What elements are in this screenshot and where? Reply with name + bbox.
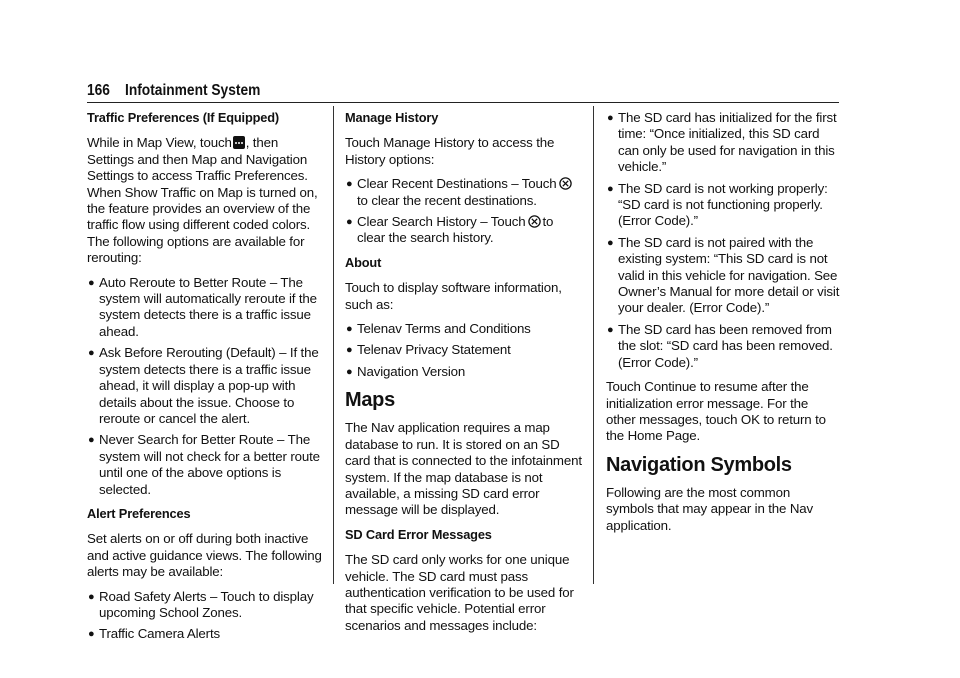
- list-item: ● Navigation Version: [346, 363, 466, 379]
- list-item: ● The SD card is not working properly: “SD card is not functioning properly. (Error Code).”: [607, 180, 828, 229]
- list-item: ● Auto Reroute to Better Route – The system will automatically reroute if the system detects there is a traffic issue ahead.: [88, 274, 317, 339]
- intro-text-b: , then Settings and then Map and Navigation Settings to access Traffic Preferences. When Show Traffic on Map is turned on, the feature provides an overview of the traffic flow using different coded colors. The following options are available for rerouting:: [87, 135, 318, 266]
- maps-body: The Nav application requires a map database to run. It is stored on an SD card that is connected to the infotainment system. If the map database is not available, a missing SD card error message will be displayed.: [345, 420, 582, 518]
- sd-card-body: The SD card only works for one unique vehicle. The SD card must pass authentication verification to be used for that specific vehicle. Potential error scenarios and messages include:: [345, 552, 574, 633]
- column-divider: [333, 106, 334, 584]
- sd-errors-list: [606, 110, 841, 371]
- list-item: ● The SD card has initialized for the first time: “Once initialized, this SD card can only be used for navigation in this vehicle.”: [607, 110, 837, 175]
- about-intro: Touch to display software information, such as:: [345, 280, 562, 312]
- traffic-preferences-heading: Traffic Preferences (If Equipped): [87, 110, 280, 125]
- page-header: [87, 80, 839, 103]
- list-item: ● Telenav Privacy Statement: [346, 342, 511, 358]
- about-heading: About: [345, 254, 382, 270]
- sd-card-errors-heading: SD Card Error Messages: [345, 526, 492, 542]
- column-2: [345, 110, 583, 642]
- traffic-preferences-intro: [87, 135, 322, 266]
- x-circle-icon: [528, 215, 541, 228]
- alert-preferences-heading: Alert Preferences: [87, 505, 191, 521]
- column-1: [87, 110, 322, 651]
- navigation-symbols-body: Following are the most common symbols that may appear in the Nav application.: [606, 484, 814, 533]
- alerts-list: [87, 589, 322, 643]
- alert-preferences-intro: Set alerts on or off during both inactive and active guidance views. The following alerts may be available:: [87, 531, 322, 580]
- list-item: ● Never Search for Better Route – The system will not check for a better route until one of the above options is selected.: [88, 432, 320, 497]
- manage-history-heading: Manage History: [345, 110, 439, 125]
- list-item: ● Traffic Camera Alerts: [88, 626, 220, 642]
- about-list: [345, 321, 583, 380]
- page-number: 166: [87, 82, 110, 99]
- x-circle-icon: [559, 177, 572, 190]
- maps-title: Maps: [345, 389, 395, 412]
- list-item: ● Clear Search History – Touch to clear the search history.: [346, 214, 554, 246]
- list-item: ● Clear Recent Destinations – Touchto clear the recent destinations.: [345, 176, 583, 209]
- list-item: ● Telenav Terms and Conditions: [346, 321, 531, 337]
- navigation-symbols-title: Navigation Symbols: [606, 453, 792, 476]
- list-item: ● Road Safety Alerts – Touch to display upcoming School Zones.: [88, 588, 314, 620]
- menu-icon: [233, 136, 245, 149]
- intro-text-a: While in Map View, touch: [87, 135, 232, 151]
- list-item: ● Ask Before Rerouting (Default) – If the system detects there is a traffic issue ahead, it will display a pop-up with details about the issue. Choose to reroute or cancel the alert.: [88, 345, 319, 426]
- manage-history-intro: Touch Manage History to access the History options:: [345, 135, 555, 167]
- column-3: [606, 110, 841, 542]
- reroute-options-list: [87, 275, 322, 498]
- continue-text: Touch Continue to resume after the initialization error message. For the other messages, touch OK to return to the Home Page.: [606, 379, 826, 444]
- column-divider: [593, 106, 594, 584]
- section-title: Infotainment System: [125, 82, 261, 99]
- history-options-list: [345, 176, 583, 247]
- list-item: ● The SD card has been removed from the slot: “SD card has been removed. (Error Code).”: [607, 321, 833, 370]
- list-item: ● The SD card is not paired with the existing system: “This SD card is not valid in this vehicle for navigation. See Owner’s Manual for more detail or visit your dealer. (Error Code).”: [607, 234, 840, 316]
